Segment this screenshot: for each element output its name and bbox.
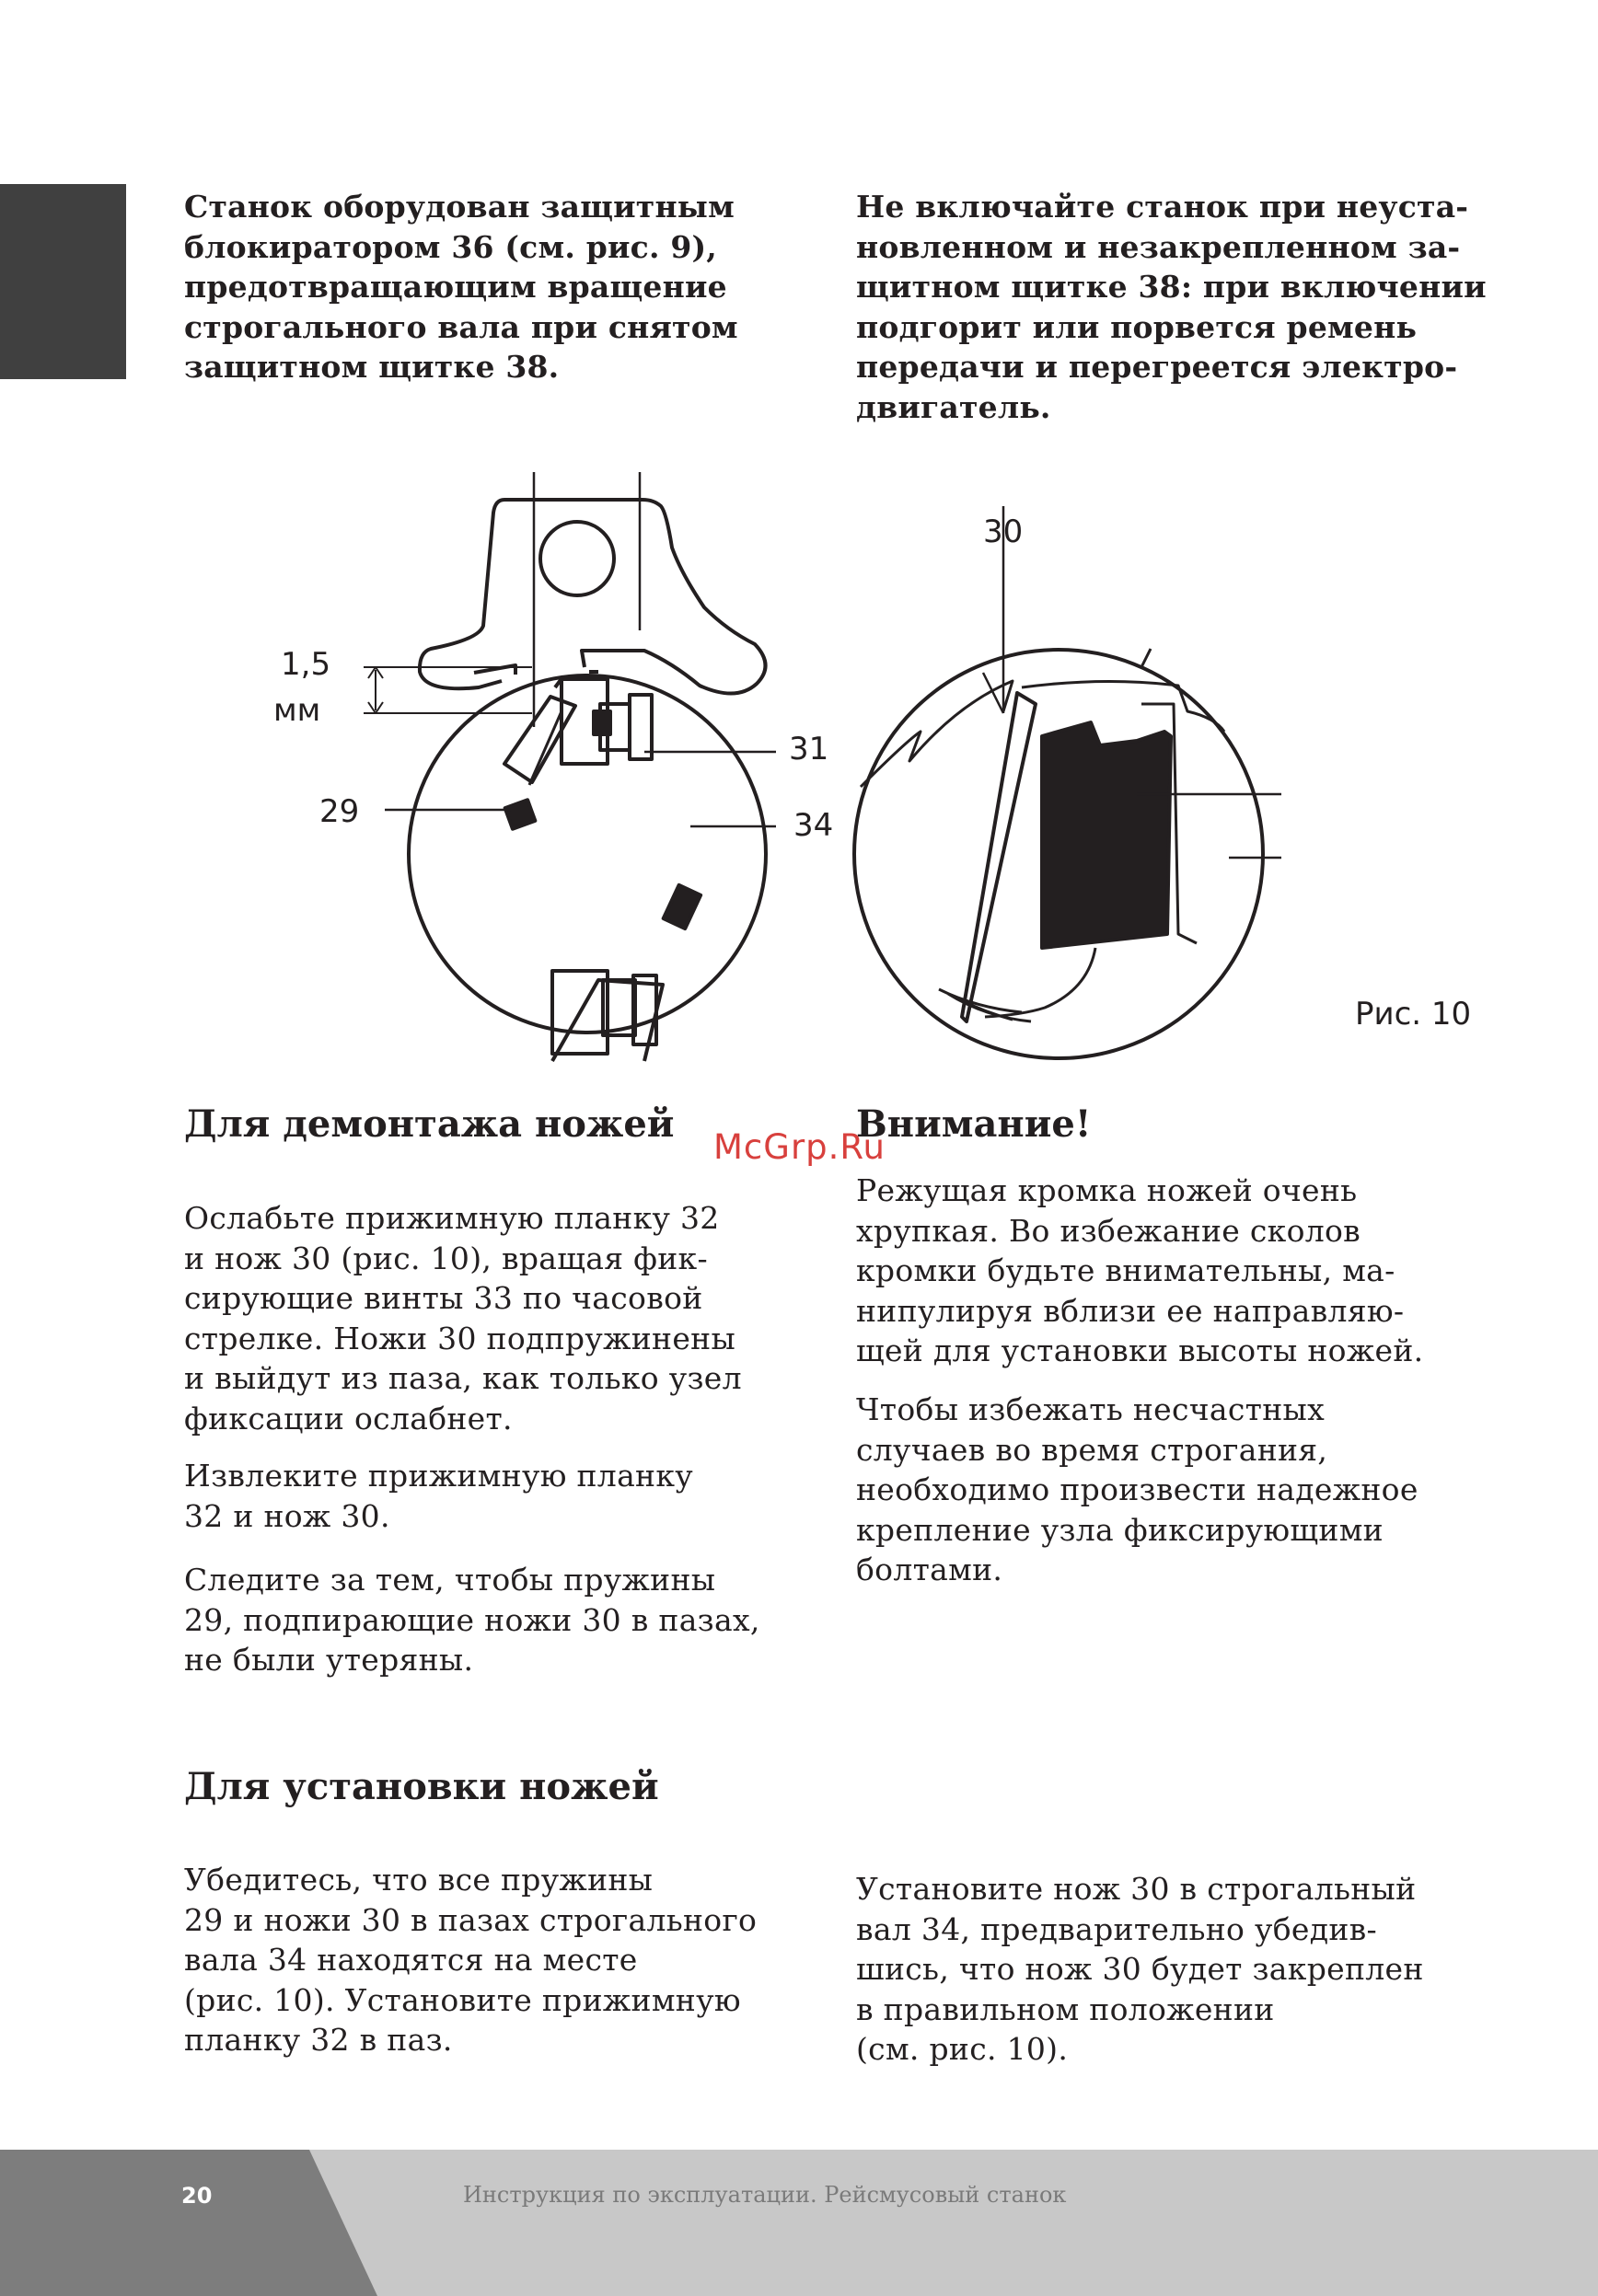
guard-warning: Не включайте станок при неуста- новленном и незакрепленном за- щитном щитке 38: при включении подгорит или порвется ремень передачи и перегреется электро- двигатель. [856,189,1487,425]
removal-heading: Для демонтажа ножей [184,1102,675,1146]
section-tab [0,184,126,379]
install-text-left: Убедитесь, что все пружины 29 и ножи 30 в пазах строгального вала 34 находятся на месте (рис. 10). Установите прижимную планку 32 в паз. [184,1862,758,2058]
knife-label: 30 [983,513,1024,550]
footer-title: Инструкция по эксплуатации. Рейсмусовый станок [463,2182,1067,2208]
footer-band [0,2150,1598,2296]
figure-caption: Рис. 10 [1355,996,1472,1033]
shaft-label: 34 [793,807,834,844]
planing-shaft [409,675,766,1033]
attention-text-1: Режущая кромка ножей очень хрупкая. Во избежание сколов кромки будьте внимательны, ма- нипулируя вблизи ее направляю- щей для установки высоты ножей. [856,1172,1424,1368]
install-heading: Для установки ножей [184,1765,659,1808]
gap-unit-label: мм [273,692,321,729]
clamp-block [1042,722,1171,948]
removal-step-3: Следите за тем, чтобы пружины 29, подпирающие ножи 30 в пазах, не были утеряны. [184,1562,760,1678]
watermark: McGrp.Ru [713,1127,886,1167]
attention-text-2: Чтобы избежать несчастных случаев во время строгания, необходимо произвести надежное крепление узла фиксирующими болтами. [856,1391,1419,1587]
screw-label: 31 [789,731,829,767]
holder-hole [540,522,614,595]
holder-bracket [420,500,504,688]
removal-step-1: Ослабьте прижимную планку 32 и нож 30 (рис. 10), вращая фик- сирующие винты 33 по часовой стрелке. Ножи 30 подпружинены и выйдут из паза, как только узел фиксации ослабнет. [184,1200,742,1436]
gap-value-label: 1,5 [281,646,331,683]
knife-30 [962,693,1036,1021]
figure-10 [0,456,1598,1063]
removal-step-2: Извлеките прижимную планку 32 и нож 30. [184,1458,693,1534]
install-text-right: Установите нож 30 в строгальный вал 34, предварительно убедив- шись, что нож 30 будет закреплен в правильном положении (см. рис. 10). [856,1871,1424,2067]
blocker-note: Станок оборудован защитным блокиратором 36 (см. рис. 9), предотвращающим вращение строгального вала при снятом защитном щитке 38. [184,189,738,385]
attention-heading: Внимание! [856,1102,1092,1146]
page-number: 20 [181,2183,213,2209]
spring-label: 29 [319,793,360,830]
